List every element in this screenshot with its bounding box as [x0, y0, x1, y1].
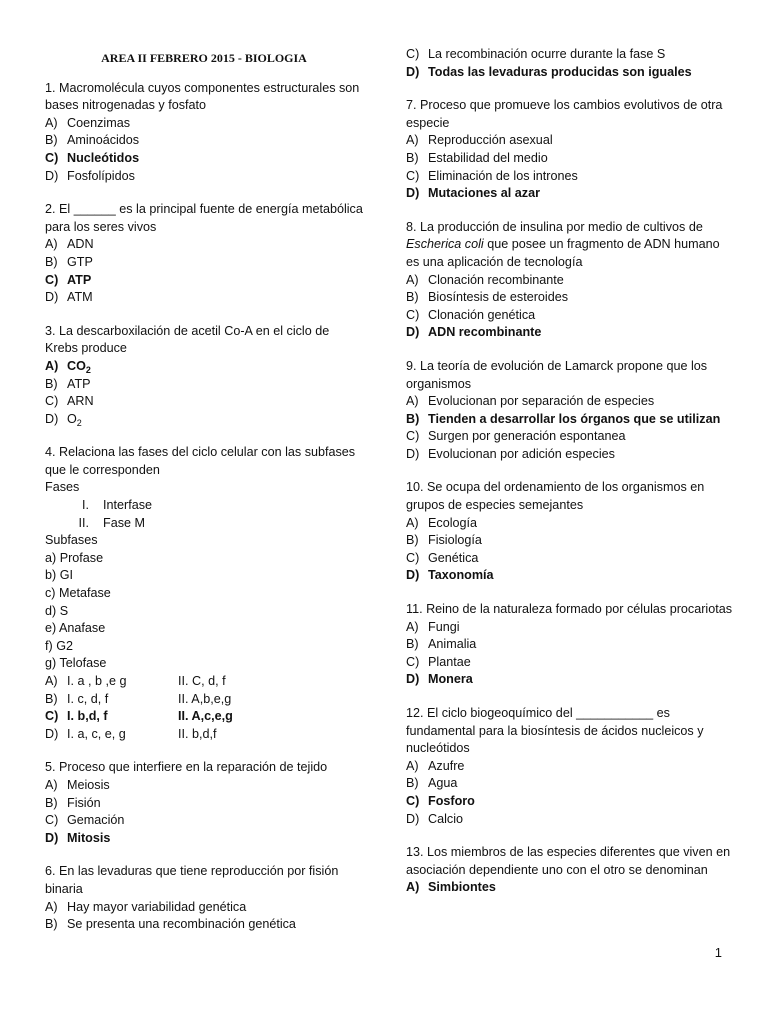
- option-a: A) Hay mayor variabilidad genética: [45, 899, 247, 914]
- question-text: 9. La teoría de evolución de Lamarck propone que los organismos: [406, 358, 708, 391]
- question-11: [406, 601, 734, 689]
- option-d-correct: D) Taxonomía: [406, 568, 494, 583]
- option-b: B) Animalia: [406, 637, 477, 652]
- question-text: 12. El ciclo biogeoquímico del ___________ es fundamental para la biosíntesis de ácidos nucleicos y nucleótidos: [406, 706, 704, 756]
- question-6-continued: [406, 46, 734, 81]
- option-b: B) Se presenta una recombinación genética: [45, 917, 296, 932]
- question-text: 3. La descarboxilación de acetil Co-A en el ciclo de Krebs produce: [45, 323, 330, 356]
- question-7: [406, 97, 734, 203]
- option-a: A) Evolucionan por separación de especies: [406, 394, 655, 409]
- option-b: B) ATP: [45, 376, 91, 391]
- option-d: D) Evolucionan por adición especies: [406, 446, 615, 461]
- question-5: [45, 759, 363, 847]
- question-text: 5. Proceso que interfiere en la reparación de tejido: [45, 760, 328, 775]
- option-a: A) Azufre: [406, 758, 465, 773]
- option-a-correct: A) Simbiontes: [406, 880, 496, 895]
- option-a: A) Meiosis: [45, 777, 110, 792]
- option-c: C) Plantae: [406, 654, 471, 669]
- option-c-correct: C) I. b,d, f II. A,c,e,g: [45, 709, 233, 724]
- option-c: C) ARN: [45, 394, 94, 409]
- question-6: [45, 863, 363, 933]
- question-text: 2. El ______ es la principal fuente de energía metabólica para los seres vivos: [45, 202, 363, 234]
- option-d-correct: D) ADN recombinante: [406, 325, 542, 340]
- option-d-correct: D) Mutaciones al azar: [406, 186, 540, 201]
- option-a: A) Clonación recombinante: [406, 272, 564, 287]
- question-9: [406, 358, 734, 464]
- option-d-correct: D) Todas las levaduras producidas son iguales: [406, 64, 692, 79]
- option-b: B) Aminoácidos: [45, 133, 140, 148]
- option-b: B) GTP: [45, 254, 93, 269]
- subfase-item: e) Anafase: [45, 621, 106, 636]
- option-d: D) Calcio: [406, 811, 463, 826]
- question-text: 1. Macromolécula cuyos componentes estructurales son bases nitrogenadas y fosfato: [45, 80, 360, 113]
- option-d: D) $O_2$: [45, 411, 82, 428]
- question-text: 10. Se ocupa del ordenamiento de los organismos en grupos de especies semejantes: [406, 480, 705, 513]
- subfase-item: g) Telofase: [45, 656, 107, 671]
- left-column: [45, 46, 363, 950]
- option-c: C) Eliminación de los intrones: [406, 168, 578, 183]
- question-text: 8. La producción de insulina por medio de cultivos de Escherica coli que posee un fragmento de ADN humano es una aplicación de tecnología: [406, 219, 720, 269]
- question-3: [45, 323, 363, 429]
- option-a: A) Reproducción asexual: [406, 133, 553, 148]
- option-d-correct: D) Monera: [406, 672, 473, 687]
- option-c-correct: C) Nucleótidos: [45, 150, 140, 165]
- subfases-label: Subfases: [45, 533, 98, 548]
- option-d-correct: D) Mitosis: [45, 830, 111, 845]
- option-b: B) Agua: [406, 776, 458, 791]
- fase-item: II. Fase M: [78, 515, 145, 530]
- subfase-item: c) Metafase: [45, 586, 111, 601]
- question-text: 7. Proceso que promueve los cambios evolutivos de otra especie: [406, 98, 723, 130]
- subfase-item: a) Profase: [45, 550, 104, 565]
- option-a-correct: A) $CO_2$: [45, 358, 91, 375]
- option-b: B) Fisión: [45, 795, 101, 810]
- option-a: A) Fungi: [406, 619, 460, 634]
- question-text: 13. Los miembros de las especies diferentes que viven en asociación dependiente uno con el otro se denominan: [406, 845, 731, 877]
- option-c-correct: C) Fosforo: [406, 793, 475, 808]
- fases-label: Fases: [45, 480, 80, 495]
- option-b: B) Biosíntesis de esteroides: [406, 290, 569, 305]
- question-8: [406, 219, 734, 342]
- page-title: AREA II FEBRERO 2015 - BIOLOGIA: [101, 51, 307, 65]
- subfase-item: d) S: [45, 603, 69, 618]
- option-b-correct: B) Tienden a desarrollar los órganos que se utilizan: [406, 411, 721, 426]
- option-c: C) La recombinación ocurre durante la fase S: [406, 47, 666, 61]
- option-d: D) I. a, c, e, g II. b,d,f: [45, 726, 217, 741]
- option-d: D) Fosfolípidos: [45, 168, 135, 183]
- subfase-item: b) GI: [45, 568, 73, 583]
- option-b: B) Estabilidad del medio: [406, 150, 548, 165]
- question-12: [406, 705, 734, 828]
- page-number: 1: [714, 945, 722, 960]
- option-a: A) Coenzimas: [45, 115, 130, 130]
- option-c: C) Gemación: [45, 813, 125, 828]
- option-a: A) ADN: [45, 237, 94, 252]
- option-a: A) I. a , b ,e g II. C, d, f: [45, 674, 226, 688]
- species-name: Escherica coli: [406, 237, 484, 252]
- question-text: 11. Reino de la naturaleza formado por células procariotas: [406, 602, 732, 617]
- question-10: [406, 479, 734, 585]
- question-text: 4. Relaciona las fases del ciclo celular con las subfases que le corresponden: [45, 445, 356, 477]
- option-b: B) Fisiología: [406, 533, 482, 548]
- question-13: [406, 844, 734, 897]
- option-b: B) I. c, d, f II. A,b,e,g: [45, 691, 232, 706]
- subfase-item: f) G2: [45, 638, 73, 653]
- question-2: [45, 201, 363, 307]
- question-4: [45, 444, 363, 743]
- option-c: C) Surgen por generación espontanea: [406, 429, 626, 444]
- fase-item: I. Interfase: [82, 498, 153, 513]
- option-c: C) Genética: [406, 550, 479, 565]
- question-1: [45, 80, 363, 186]
- option-c-correct: C) ATP: [45, 272, 92, 287]
- option-a: A) Ecología: [406, 515, 478, 530]
- question-text: 6. En las levaduras que tiene reproducción por fisión binaria: [45, 864, 339, 896]
- option-c: C) Clonación genética: [406, 307, 536, 322]
- option-d: D) ATM: [45, 290, 93, 305]
- right-column: [406, 46, 734, 913]
